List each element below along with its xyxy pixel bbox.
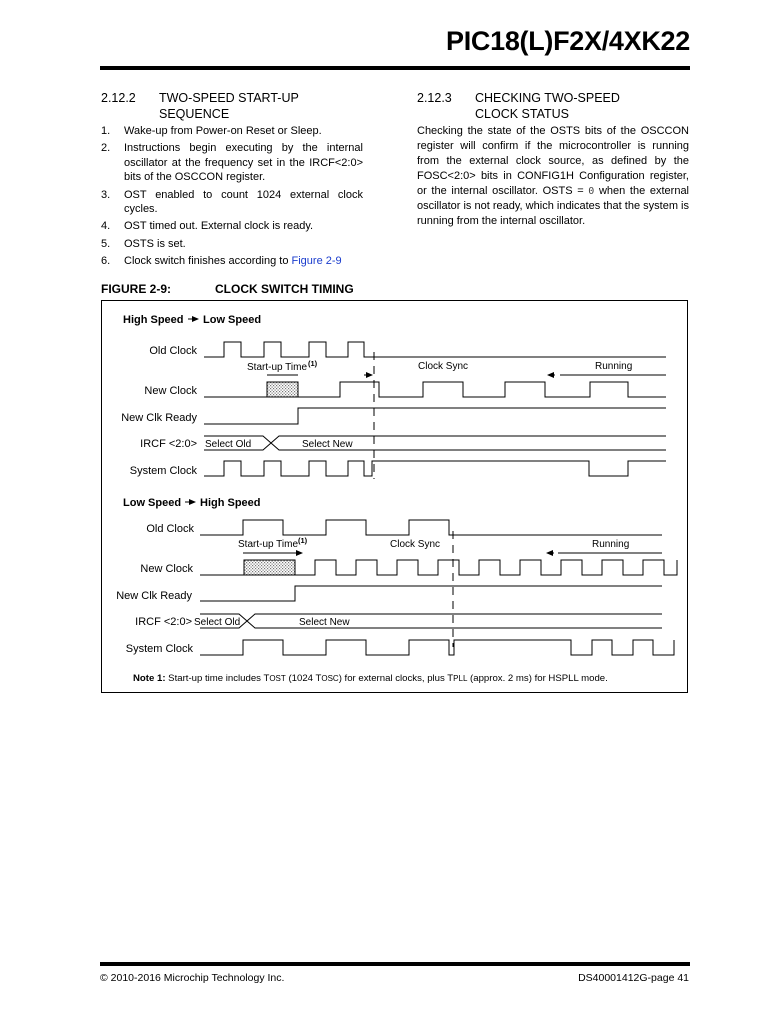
osts-status-paragraph xyxy=(417,124,689,229)
annotation-note-ref: (1) xyxy=(298,536,308,545)
note-text: ) for external clocks, plus T xyxy=(338,673,454,684)
note-text: Start-up time includes T xyxy=(165,673,270,684)
signal-label-ircf: IRCF <2:0> xyxy=(140,438,197,450)
document-title: PIC18(L)F2X/4XK22 xyxy=(446,26,690,56)
startup-hatched-pulse xyxy=(244,560,295,575)
section-2-12-3-heading xyxy=(417,90,689,124)
signal-label-new-clock: New Clock xyxy=(144,385,197,397)
annotation-note-ref: (1) xyxy=(308,359,318,368)
signal-label-ircf: IRCF <2:0> xyxy=(135,616,192,628)
section-number: 2.12.3 xyxy=(417,91,452,105)
step-number: 3. xyxy=(101,188,111,201)
clock-switch-timing-diagram xyxy=(102,301,689,694)
list-item xyxy=(101,237,363,252)
waveform-ircf xyxy=(204,436,666,450)
figure-title: CLOCK SWITCH TIMING xyxy=(215,282,354,296)
step-text: OSTS is set. xyxy=(124,237,186,250)
panel-heading-from: High Speed xyxy=(123,314,184,326)
annotation-startup-time: Start-up Time xyxy=(247,362,308,373)
note-subscript: PLL xyxy=(453,674,468,683)
osts-value: 0 xyxy=(588,186,595,197)
figure-label: FIGURE 2-9: xyxy=(101,282,172,296)
annotation-running: Running xyxy=(592,539,630,550)
step-text: Instructions begin executing by the internal oscillator at the frequency set in the IRCF<2:0> bits of the OSCCON register. xyxy=(124,142,363,184)
panel-low-to-high xyxy=(116,497,677,655)
panel-heading-to: Low Speed xyxy=(203,314,262,326)
waveform-new-clk-ready xyxy=(200,586,662,601)
list-item xyxy=(101,254,363,269)
waveform-system-clock xyxy=(204,461,666,476)
step-number: 5. xyxy=(101,237,111,250)
section-number: 2.12.2 xyxy=(101,91,136,105)
footer-copyright xyxy=(100,972,284,984)
paragraph-text: Checking the state of the OSTS bits of the OSCCON register will confirm if the microcontroller is running from the external clock source, as defined by the FOSC<2:0> bits in CONFIG1H Configuration register, or the internal oscillator. OSTS = xyxy=(417,125,689,197)
signal-label-new-clock: New Clock xyxy=(140,563,193,575)
step-number: 4. xyxy=(101,220,111,233)
header-rule xyxy=(100,66,690,70)
note-text: (1024 T xyxy=(285,673,322,684)
list-item xyxy=(101,188,363,217)
waveform-old-clock xyxy=(200,520,662,535)
signal-label-old-clock: Old Clock xyxy=(149,345,197,357)
signal-label-new-clk-ready: New Clk Ready xyxy=(116,590,192,602)
list-item xyxy=(101,124,363,139)
section-2-12-2-heading xyxy=(101,90,361,124)
panel-high-to-low xyxy=(121,314,666,479)
step-text: OST enabled to count 1024 external clock cycles. xyxy=(124,188,363,216)
step-text: Clock switch finishes according to xyxy=(124,254,292,267)
copyright-text: 2010-2016 Microchip Technology Inc. xyxy=(107,972,285,984)
figure-caption xyxy=(101,282,354,296)
footer-rule xyxy=(100,962,690,966)
section-title: TWO-SPEED START-UP SEQUENCE xyxy=(159,91,299,121)
waveform-ircf xyxy=(200,614,662,628)
list-item xyxy=(101,141,363,185)
step-number: 2. xyxy=(101,142,111,155)
waveform-system-clock xyxy=(200,640,674,655)
signal-label-new-clk-ready: New Clk Ready xyxy=(121,412,197,424)
signal-label-system-clock: System Clock xyxy=(125,643,193,655)
ircf-select-new-label: Select New xyxy=(302,439,353,450)
note-subscript: OST xyxy=(269,674,286,683)
step-text: Wake-up from Power-on Reset or Sleep. xyxy=(124,125,322,137)
annotation-clock-sync: Clock Sync xyxy=(418,361,469,372)
panel-heading-to: High Speed xyxy=(200,497,261,509)
step-number: 1. xyxy=(101,125,111,137)
annotation-clock-sync: Clock Sync xyxy=(390,539,441,550)
step-number: 6. xyxy=(101,254,111,267)
paragraph-text: when the external oscillator is not ready, which indicates that the system is running from the internal oscillator. xyxy=(417,185,690,227)
timing-diagram-box xyxy=(101,300,688,693)
note-text: (approx. 2 ms) for HSPLL mode. xyxy=(467,673,608,684)
signal-label-old-clock: Old Clock xyxy=(146,523,194,535)
note-label: Note 1: xyxy=(133,673,166,684)
note-subscript: OSC xyxy=(321,674,339,683)
annotation-running: Running xyxy=(595,361,633,372)
sequence-steps-list xyxy=(101,124,363,271)
step-text: OST timed out. External clock is ready. xyxy=(124,220,314,233)
ircf-select-old-label: Select Old xyxy=(205,439,252,450)
annotation-startup-time: Start-up Time xyxy=(238,539,299,550)
startup-hatched-pulse xyxy=(267,382,298,397)
section-title: CHECKING TWO-SPEED CLOCK STATUS xyxy=(475,91,620,121)
waveform-new-clk-ready xyxy=(204,408,666,424)
list-item xyxy=(101,219,363,234)
figure-note xyxy=(133,673,608,684)
ircf-select-new-label: Select New xyxy=(299,617,350,628)
signal-label-system-clock: System Clock xyxy=(129,465,197,477)
ircf-select-old-label: Select Old xyxy=(194,617,241,628)
panel-heading-from: Low Speed xyxy=(123,497,182,509)
waveform-old-clock xyxy=(204,342,666,357)
copyright-icon: © xyxy=(100,972,108,984)
figure-2-9-link[interactable]: Figure 2-9 xyxy=(291,254,342,267)
footer-document-id: DS40001412G-page 41 xyxy=(578,972,689,984)
